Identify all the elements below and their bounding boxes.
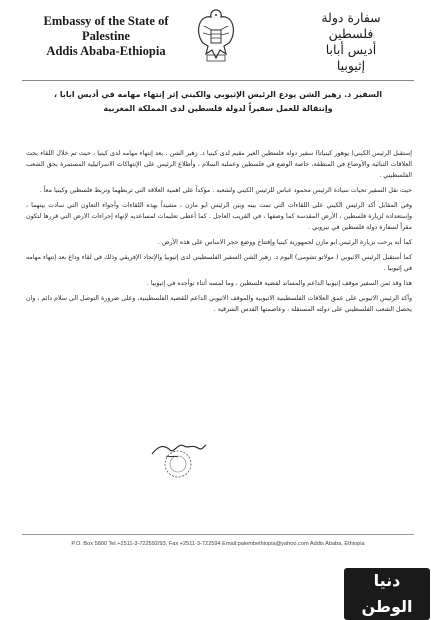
embassy-name-line-ar: إثيوبيا: [336, 58, 366, 73]
body-paragraph: كما أنه يرحب بزيارة الرئيس ابو مازن لجمهورية كينيا وإفتتاح ووضع حجر الاساس على هذه الأرض .: [157, 239, 412, 246]
embassy-name-line-ar: أديس أبابا: [325, 42, 377, 57]
body-paragraph: إستقبل الرئيس الكيني( يوهور كينياتا) سفير دولة فلسطين الغير مقيم لدى كينيا د. زهير الشن ، بعد إنتهاء مهامه لدى كينيا ، حيث تم خلال اللقاء بحث العلاقات الثنائية والأوضاع في المنطقة، خاصة الوضع في فلسطين وعملية السلام ، وأطلاع الرئيس على الإنتهاكات الاسرائيلية المستمرة بحق الشعب الفلسطيني .: [26, 150, 412, 179]
letter-body: [26, 148, 412, 319]
document-title: [28, 88, 408, 116]
body-paragraph: وفي المقابل أكد الرئيس الكيني على اللقاءات التي تمت بينه وبين الرئيس ابو مازن ، مشيداً بهذه اللقاءات وأجواء التعاون التي سادت بينهما ، وإستعداده لزيارة فلسطين ، الأرض المقدسة كما وصفها ، في القريب العاجل . كما أعطى تعليمات لمساعديه لإنهاء إجراءات الارض التي قررها لتكون مقراً لسفارة دولة فلسطين في نيروبي .: [26, 202, 412, 231]
body-paragraph: حيث نقل السفير تحيات سيادة الرئيس محمود عباس للرئيس الكيني ولشعبه . مؤكداً على اهمية العلاقة التي تربطهما وتربط فلسطين وكينيا معاً .: [39, 187, 412, 194]
header-divider: [22, 80, 414, 81]
body-paragraph: كما أستقبل الرئيس الاثيوبي ( مولاتو تشومى) اليوم د. زهير الشن السفير الفلسطيني لدى إثيوبيا والإتحاد الإفريقي وذلك في لقاء وداع بعد إنتهاء مهامه في إثيوبيا .: [26, 254, 412, 272]
watermark-logo: [344, 568, 430, 616]
palestine-eagle-emblem-icon: [190, 6, 242, 64]
letterhead: [0, 0, 436, 92]
title-line: وإنتقالة للعمل سفيراً لدولة فلسطين لدى المملكة المغربية: [103, 104, 333, 113]
signature-stamp: [148, 436, 208, 482]
body-paragraph: هذا وقد ثمن السفير موقف إثيوبيا الداعم والمساند لقضية فلسطين ، وما لمسه أثناء توأجده في إثيوبيا .: [146, 280, 412, 287]
embassy-name-line: Embassy of the State of: [43, 14, 169, 28]
watermark-text: دنيا الوطن: [344, 568, 430, 620]
embassy-name-line: Palestine: [82, 29, 130, 43]
embassy-name-line: Addis Ababa-Ethiopia: [46, 44, 166, 58]
embassy-name-line-ar: سفارة دولة: [321, 10, 381, 25]
footer-divider: [22, 534, 414, 535]
title-line: السفير د. زهير الشن يودع الرئيس الإثيوبي والكيني إثر إنتهاء مهامه في أديس ابابا ،: [54, 90, 382, 99]
embassy-name-english: [26, 14, 186, 59]
embassy-name-line-ar: فلسطين: [328, 26, 374, 41]
footer-contact: P.O. Box 5800 Tel.+2511-3-722592/93, Fax +2511-3-722594 Email:palembethiopia@yahoo.com Addis Ababa, Ethiopia: [71, 541, 365, 547]
body-paragraph: وأكد الرئيس الاثيوبي على عمق العلاقات الفلسطينية الاثيوبية والموقف الاثيوبي الداعم للقضية الفلسطينية، وعلى ضرورة التوصل الى سلام دائم ، وان يحصل الشعب الفلسطيني على دولته المستقلة ، وعاصمتها القدس الشرقية .: [26, 295, 412, 313]
embassy-name-arabic: [296, 10, 406, 74]
